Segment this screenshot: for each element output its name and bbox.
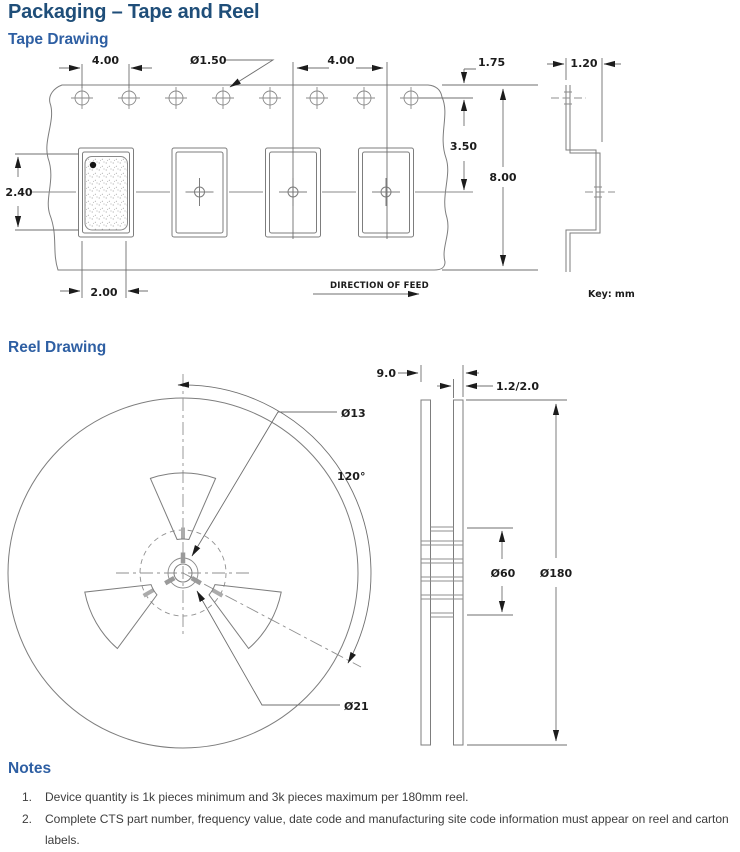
- pocket-with-component: [79, 148, 134, 237]
- dim-section-width: [547, 57, 621, 142]
- reel-window: [80, 562, 170, 652]
- note-item: [8, 787, 732, 808]
- dim-label: 2.40: [5, 186, 33, 199]
- dim-hole-pitch: [59, 54, 152, 88]
- dim-label: 3.50: [449, 140, 478, 153]
- note-number: 2.: [22, 812, 33, 826]
- dim-tape-width: [442, 85, 538, 270]
- dim-label: 4.00: [91, 54, 120, 67]
- sprocket-hole: [259, 87, 281, 109]
- notes-heading: Notes: [8, 760, 52, 777]
- page-title: Packaging – Tape and Reel: [8, 1, 260, 23]
- reel-drawing: [0, 360, 740, 778]
- note-text: Complete CTS part number, frequency value, date code and manufacturing site code information must appear on reel and carton labels.: [45, 812, 729, 847]
- dim-label: Ø180: [539, 567, 573, 580]
- pocket: [359, 148, 414, 237]
- note-number: 1.: [22, 790, 33, 804]
- tape-drawing-heading: Tape Drawing: [8, 31, 109, 48]
- reel-window: [196, 562, 286, 652]
- sprocket-hole: [400, 87, 422, 109]
- dim-outer-dia: [466, 400, 573, 745]
- pocket-center-mark: [372, 178, 400, 206]
- dim-label: Ø60: [490, 567, 516, 580]
- sprocket-hole: [212, 87, 234, 109]
- dim-hub-boss: [197, 591, 369, 713]
- direction-of-feed: [313, 281, 429, 294]
- sprocket-hole: [71, 87, 93, 109]
- direction-of-feed-label: DIRECTION OF FEED: [330, 281, 429, 291]
- tape-cross-section: [547, 57, 621, 272]
- note-text: Device quantity is 1k pieces minimum and 3k pieces maximum per 180mm reel.: [45, 790, 469, 804]
- tape-drawing: [0, 50, 740, 312]
- dim-edge-to-hole: [419, 56, 505, 98]
- dim-window-angle: 120°: [337, 470, 366, 483]
- dim-label: 1.20: [570, 57, 598, 70]
- pocket: [172, 148, 227, 237]
- dim-inner-dia: [467, 528, 516, 615]
- pocket-center-mark: [186, 178, 214, 206]
- dim-label: Ø21: [344, 700, 369, 713]
- note-item: [8, 809, 732, 851]
- reel-drawing-heading: Reel Drawing: [8, 339, 107, 356]
- sprocket-hole: [118, 87, 140, 109]
- dim-reel-width: [377, 365, 480, 397]
- right-flange: [454, 400, 464, 745]
- dim-hole-to-pocket: [450, 100, 477, 190]
- dim-hole-dia: [190, 54, 273, 87]
- dim-pocket-pitch: [293, 54, 387, 239]
- sprocket-hole: [353, 87, 375, 109]
- sprocket-hole: [165, 87, 187, 109]
- notes-section: [8, 760, 732, 851]
- dim-label: 2.00: [90, 286, 118, 299]
- dim-label: 4.00: [327, 54, 355, 67]
- dim-label: 1.75: [478, 56, 506, 69]
- hub-section-lines: [421, 527, 463, 617]
- dim-label: 8.00: [489, 171, 517, 184]
- dim-label: 9.0: [376, 367, 396, 380]
- sprocket-holes: [71, 87, 422, 109]
- sprocket-hole: [306, 87, 328, 109]
- dim-flange-thickness: [437, 379, 539, 398]
- pockets: [79, 148, 414, 237]
- dim-label: Ø1.50: [190, 54, 227, 67]
- pin1-dot: [90, 162, 96, 168]
- reel-side-view: [421, 400, 463, 745]
- key-units-label: Key: mm: [588, 289, 635, 300]
- left-flange: [421, 400, 431, 745]
- dim-label: 1.2/2.0: [496, 380, 539, 393]
- dim-label: Ø13: [341, 407, 366, 420]
